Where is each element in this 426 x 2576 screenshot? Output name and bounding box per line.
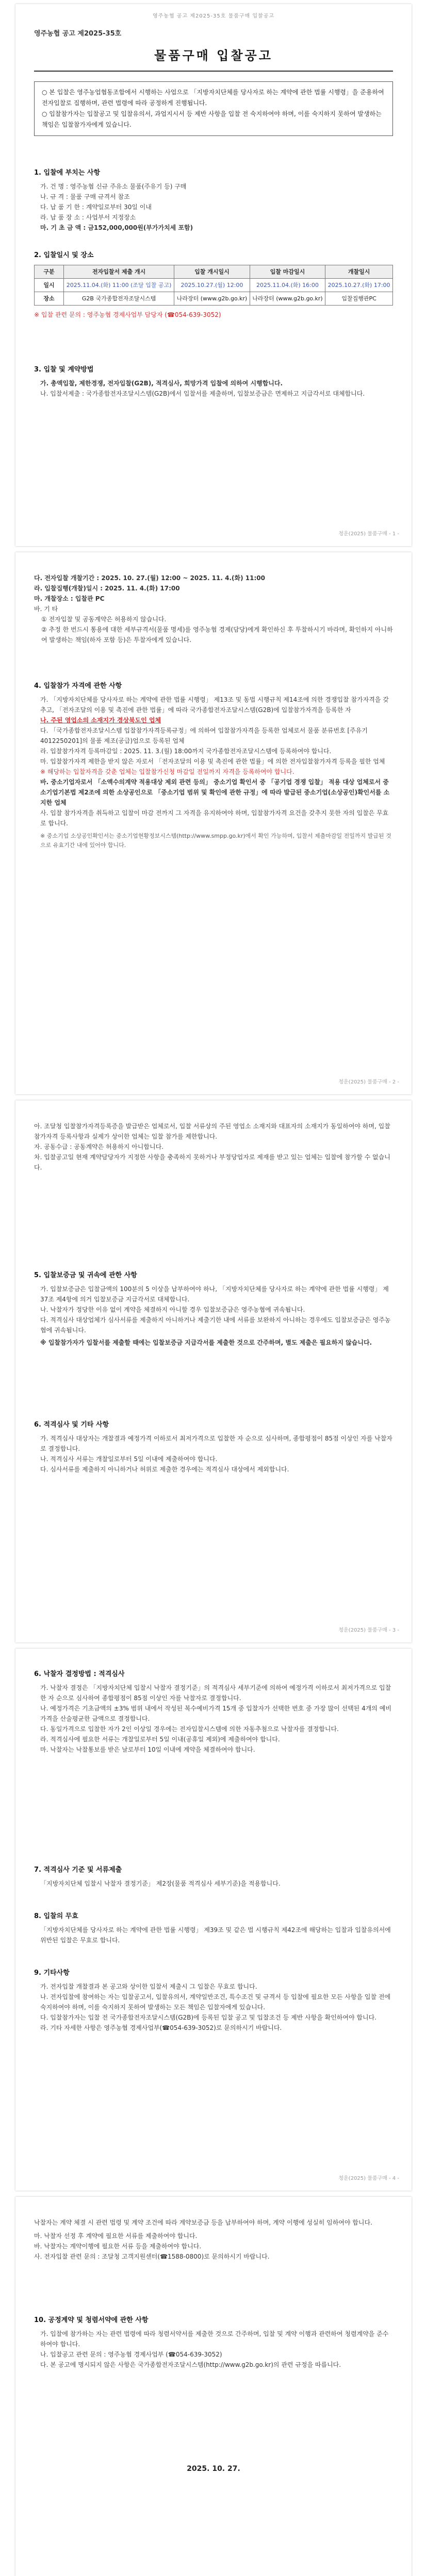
section-10-body [34,2329,393,2370]
title-divider [34,71,393,72]
sec10-item-a: 가. 입찰에 참가하는 자는 관련 법령에 따라 청렴서약서를 제출한 것으로 간주하며, 입찰 및 계약 이행과 관련하여 청렴계약을 준수하여야 합니다. [40,2330,389,2348]
cell-submit-place: G2B 국가종합전자조달시스템 [64,292,174,306]
section-1-heading: 1. 입찰에 부치는 사항 [34,169,101,177]
section-1-body [34,181,393,233]
sec1-item-b: 나. 규 격 : 물품 구매 규격서 참조 [40,193,130,200]
row-date-label: 일시 [35,279,64,292]
section-8-body [34,1925,393,1945]
p5-top-text: 낙찰자는 계약 체결 시 관련 법령 및 계약 조건에 따라 계약보증금 등을 납부하여야 하며, 계약 이행에 성실히 임하여야 합니다. [34,2219,372,2226]
row-place-label: 장소 [35,292,64,306]
sec10-item-b: 나. 입찰공고 관련 문의 : 영주농협 경제사업부 (☎054-639-3052) [40,2351,222,2358]
intro-line-2: ○ 입찰참가자는 입찰공고 및 입찰유의서, 과업지시서 등 제반 사항을 입찰 전 숙지하여야 하며, 이를 숙지하지 못하여 발생하는 책임은 입찰참가자에게 있습니다. [42,110,382,128]
section-4-heading: 4. 입찰참가 자격에 관한 사항 [34,682,122,690]
section-9-heading: 9. 기타사항 [34,1969,70,1977]
sec3b-item-c: 다. 전자입찰 개찰기간 : 2025. 10. 27.(월) 12:00 ~ 2025. 11. 4.(화) 11:00 [34,574,265,582]
sec4c-item-h: 아. 조달청 입찰참가자격등록증을 발급받은 업체로서, 입찰 서류상의 주된 영업소 소재지와 대표자의 소재지가 동일하여야 하며, 입찰 참가자격 등록사항과 실제가 상이한 업체는 입찰 참가를 제한합니다. [34,1123,390,1140]
section-8-heading: 8. 입찰의 무효 [34,1912,78,1920]
sec1-item-a: 가. 건 명 : 영주농협 신규 주유소 물품(주유기 등) 구매 [40,183,187,190]
page-footer-1: 청운(2025) 물품구매 - 1 - [338,531,399,537]
section-6 [34,1420,393,1475]
cell-close-place: 나라장터 (www.g2b.go.kr) [250,292,325,306]
table-row [35,292,393,306]
sec1-item-e: 마. 기 초 금 액 : 금152,000,000원(부가가치세 포함) [40,224,193,231]
sec3b-item-f1: ① 전자입찰 및 공동계약은 허용하지 않습니다. [41,616,167,623]
section-7-body [34,1878,393,1889]
schedule-note: ※ 입찰 관련 문의 : 영주농협 경제사업부 담당자 (☎054-639-3052) [34,311,221,318]
section-3-body [34,378,393,399]
section-10 [34,2315,393,2370]
document-page-1 [15,4,412,546]
section-6b-heading: 6. 낙찰자 결정방법 : 적격심사 [34,1670,125,1678]
section-3-continued [34,573,393,645]
section-9-continued [34,2217,393,2262]
p5-item-f: 바. 낙찰자는 계약이행에 필요한 서류 등을 제출하여야 합니다. [34,2243,202,2250]
p5-item-g: 사. 전자입찰 관련 문의 : 조달청 고객지원센터(☎1588-0800)로 문의하시기 바랍니다. [34,2253,270,2260]
sec4-warning: ※ 해당하는 입찰자격을 갖춘 업체는 입찰참가신청 마감일 전일까지 자격을 등록하여야 합니다. [40,768,294,775]
section-3-heading: 3. 입찰 및 계약방법 [34,366,94,374]
section-6b-body [34,1683,393,1755]
sec1-item-c: 다. 납 품 기 한 : 계약일로부터 30일 이내 [40,204,152,211]
th-open: 입찰 개시일시 [174,265,250,279]
section-10-heading: 10. 공정계약 및 청렴서약에 관한 사항 [34,2316,149,2324]
sec3b-item-f: 바. 기 타 [34,605,58,613]
page-footer-3: 청운(2025) 물품구매 - 3 - [338,1628,399,1633]
section-5-body [34,1284,393,1348]
sec9-item-b: 나. 전자입찰에 참여하는 자는 입찰공고서, 입찰유의서, 계약일반조건, 특수조건 및 규격서 등 입찰에 필요한 모든 사항을 입찰 전에 숙지하여야 하며, 이를 숙지하지 못하여 발생하는 모든 책임은 입찰자에게 있습니다. [40,1993,391,2011]
sec6b-item-b: 나. 예정가격은 기초금액의 ±3% 범위 내에서 작성된 복수예비가격 15개 중 입찰자가 선택한 번호 중 가장 많이 선택된 4개의 예비가격을 산술평균한 금액으로 결정합니다. [40,1705,391,1722]
sec10-item-c: 다. 본 공고에 명시되지 않은 사항은 국가종합전자조달시스템(http://www.g2b.go.kr)의 관련 규정을 따릅니다. [40,2361,341,2368]
sec7-item: 「지방자치단체 입찰시 낙찰자 결정기준」 제2장(물품 적격심사 세부기준)을 적용합니다. [40,1880,281,1887]
sec5-highlight: ※ 입찰참가자가 입찰서를 제출할 때에는 입찰보증금 지급각서를 제출한 것으로 간주하며, 별도 제출은 필요하지 않습니다. [40,1339,372,1346]
table-row [35,279,393,292]
cell-close-date: 2025.11.04.(화) 16:00 [250,279,325,292]
sec4-item-b: 나. 주된 영업소의 소재지가 경상북도인 업체 [40,717,161,724]
section-8 [34,1911,393,1945]
sec6-item-b: 나. 적격심사 서류는 개찰일로부터 5일 이내에 제출하여야 합니다. [40,1455,218,1463]
sec4-item-g: 사. 입찰 참가자격을 취득하고 입찰이 마감 전까지 그 자격을 유지하여야 하며, 입찰참가자격 요건을 갖추지 못한 자의 입찰은 무효로 합니다. [40,809,389,827]
cell-submit-date: 2025.11.04.(화) 11:00 (조달 입찰 공고) [64,279,174,292]
cell-result-date: 2025.10.27.(화) 17:00 [325,279,393,292]
document-title: 물품구매 입찰공고 [154,48,273,63]
sec3b-item-f2: ② 추정 한 번드시 통용에 대한 세부규격서(물품 명세)를 영주농협 경제(담당)에게 확인하신 후 투찰하시기 바라며, 확인하지 아니하여 발생하는 책임(하자 포함 등)은 투찰자에게 있습니다. [41,626,393,643]
sec3b-item-d: 라. 입찰집행(개찰)일시 : 2025. 11. 4.(화) 17:00 [34,585,180,592]
notice-number: 영주농협 공고 제2025-35호 [34,30,122,38]
sec4-item-f: 바. 중소기업자로서 「소액수의계약 적용대상 제외 관련 등의」 중소기업 확인서 중 「공기업 경쟁 입찰」 적용 대상 업체로서 중소기업기본법 제2조에 의한 소상공인으로 「중소기업 범위 및 확인에 관한 규정」에 따라 발급된 중소기업(소상공인)확인서를 소지한 업체 [40,778,390,806]
th-type: 구분 [35,265,64,279]
page-footer-4: 청운(2025) 물품구매 - 4 - [338,2176,399,2181]
section-7-heading: 7. 적격심사 기준 및 서류제출 [34,1866,122,1874]
sec9-item-a: 가. 전자입찰 개찰결과 본 공고와 상이한 입찰서 제출시 그 입찰은 무효로 합니다. [40,1983,257,1990]
sec5-item-a: 가. 입찰보증금은 입찰금액의 100분의 5 이상을 납부하여야 하나, 「지방자치단체를 당사자로 하는 계약에 관한 법률 시행령」 제37조 제4항에 의거 입찰보증금 지급각서로 대체합니다. [40,1285,389,1303]
intro-box [34,81,393,136]
sec6-item-c: 다. 심사서류를 제출하지 아니하거나 허위로 제출한 경우에는 적격심사 대상에서 제외합니다. [40,1466,289,1473]
sec3-item-b: 나. 입찰서제출 : 국가종합전자조달시스템(G2B)에서 입찰서를 제출하며, 입찰보증금은 면제하고 지급각서로 대체합니다. [40,390,365,397]
sec6-item-a: 가. 적격심사 대상자는 개찰결과 예정가격 이하로서 최저가격으로 입찰한 자 순으로 심사하며, 종합평점이 85점 이상인 자를 낙찰자로 결정합니다. [40,1435,392,1452]
document-page-3 [15,1100,412,1642]
section-1 [34,168,393,233]
sec1-item-d: 라. 납 품 장 소 : 사업부서 지정장소 [40,214,136,221]
cell-result-place: 입찰집행관PC [325,292,393,306]
th-result: 개찰일시 [325,265,393,279]
cell-open-place: 나라장터 (www.g2b.go.kr) [174,292,250,306]
intro-line-1: ○ 본 입찰은 영주농업협동조합에서 시행하는 사업으로 「지방자치단체를 당사자로 하는 계약에 관한 법률 시행령」을 준용하여 전자입찰로 집행하며, 관련 법령에 따라 공정하게 진행됩니다. [42,89,384,107]
section-4 [34,681,393,850]
section-2-heading: 2. 입찰일시 및 장소 [34,251,94,259]
th-close: 입찰 마감일시 [250,265,325,279]
sec4c-item-i: 자. 공동수급 : 공동계약은 허용하지 아니합니다. [34,1143,163,1150]
sec3-item-a: 가. 총액입찰, 제한경쟁, 전자입찰(G2B), 적격심사, 희망가격 입찰에 의하여 시행합니다. [40,380,283,387]
sec4-item-a: 가. 「지방자치단체를 당사자로 하는 계약에 관한 법률 시행령」 제13조 및 동법 시행규칙 제14조에 의한 경쟁입찰 참가자격을 갖추고, 「전자조달의 이용 및 촉진에 관한 법률」에 따라 국가종합전자조달시스템(G2B)에 입찰참가자격을 등록한 자 [40,696,389,714]
sec6b-item-e: 마. 낙찰자는 낙찰통보를 받은 날로부터 10일 이내에 계약을 체결하여야 합니다. [40,1746,255,1753]
section-5 [34,1270,393,1348]
p5-item-e: 마. 낙찰자 선정 후 계약에 필요한 서류를 제출하여야 합니다. [34,2232,198,2240]
th-submit: 전자입찰서 제출 개시 [64,265,174,279]
schedule-table [34,265,393,306]
sec5-item-c: 다. 적격심사 대상업체가 심사서류를 제출하지 아니하거나 제출기한 내에 서류를 보완하지 아니하는 경우에도 입찰보증금은 영주농협에 귀속됩니다. [40,1316,391,1334]
notice-date: 2025. 10. 27. [187,2465,240,2473]
section-9 [34,1968,393,2033]
section-3 [34,365,393,399]
section-6b [34,1669,393,1755]
sec4c-item-j: 차. 입찰공고일 현재 계약담당자가 지정한 사항을 충족하지 못하거나 부정당업자로 제재를 받고 있는 업체는 입찰에 참가할 수 없습니다. [34,1154,390,1171]
document-page-5 [15,2197,412,2576]
sec6b-item-c: 다. 동일가격으로 입찰한 자가 2인 이상일 경우에는 전자입찰시스템에 의한 자동추첨으로 낙찰자를 결정합니다. [40,1725,339,1733]
section-6-heading: 6. 적격심사 및 기타 사항 [34,1421,109,1429]
section-2 [34,250,393,320]
sec4-item-c: 다. 「국가종합전자조달시스템 입찰참가자격등록규정」에 의하여 입찰참가자격을 등록한 업체로서 물품 분류번호 [주유기 4012250201]의 물품 제조(공급)업으로 등록된 업체 [40,727,368,744]
sec4-item-e: 마. 입찰참가자격 제한을 받지 않은 자로서 「전자조달의 이용 및 촉진에 관한 법률」에 의한 전자입찰참가자격 등록을 필한 업체 [40,758,385,765]
section-4-continued [34,1121,393,1173]
sec6b-item-a: 가. 낙찰자 결정은 「지방자치단체 입찰시 낙찰자 결정기준」의 적격심사 세부기준에 의하여 예정가격 이하로서 최저가격으로 입찰한 자 순으로 심사하여 종합평점이 85점 이상인 자를 낙찰자로 결정합니다. [40,1684,391,1702]
section-7 [34,1865,393,1889]
sec8-item: 「지방자치단체를 당사자로 하는 계약에 관한 법률 시행령」 제39조 및 같은 법 시행규칙 제42조에 해당하는 입찰과 입찰유의서에 위반된 입찰은 무효로 합니다. [40,1926,391,1944]
document-page-4 [15,1649,412,2191]
page-footer-2: 청운(2025) 물품구매 - 2 - [338,1079,399,1085]
document-page-2 [15,552,412,1094]
sec3b-item-e: 마. 개찰장소 : 입찰관 PC [34,595,105,602]
section-5-heading: 5. 입찰보증금 및 귀속에 관한 사항 [34,1272,137,1279]
sec9-item-c: 다. 입찰참가자는 입찰 전 국가종합전자조달시스템(G2B)에 등록된 입찰 공고 및 입찰조건 등 제반 사항을 확인하여야 합니다. [40,2014,376,2021]
sec4-item-d: 라. 입찰참가자격 등록마감일 : 2025. 11. 3.(월) 18:00까지 국가종합전자조달시스템에 등록하여야 합니다. [40,748,332,755]
section-6-body [34,1433,393,1475]
cell-open-date: 2025.10.27.(월) 12:00 [174,279,250,292]
sec9-item-d: 라. 기타 자세한 사항은 영주농협 경제사업부(☎054-639-3052)로 문의하시기 바랍니다. [40,2024,282,2031]
sec4-small-note: ※ 중소기업 소상공인확인서는 중소기업현황정보시스템(http://www.smpp.go.kr)에서 확인 가능하며, 입찰서 제출마감일 전일까지 발급된 것으로 유효기간 내에 있어야 합니다. [40,833,391,849]
title-block [34,45,393,72]
sec6b-item-d: 라. 적격심사에 필요한 서류는 개찰일로부터 5일 이내(공휴일 제외)에 제출하여야 합니다. [40,1736,280,1743]
schedule-table-header [35,265,393,279]
sec5-item-b: 나. 낙찰자가 정당한 이유 없이 계약을 체결하지 아니할 경우 입찰보증금은 영주농협에 귀속됩니다. [40,1306,305,1313]
section-9-body [34,1981,393,2033]
section-4-body [34,694,393,850]
page-top-line: 영주농협 공고 제2025-35호 물품구매 입찰공고 [152,13,275,19]
